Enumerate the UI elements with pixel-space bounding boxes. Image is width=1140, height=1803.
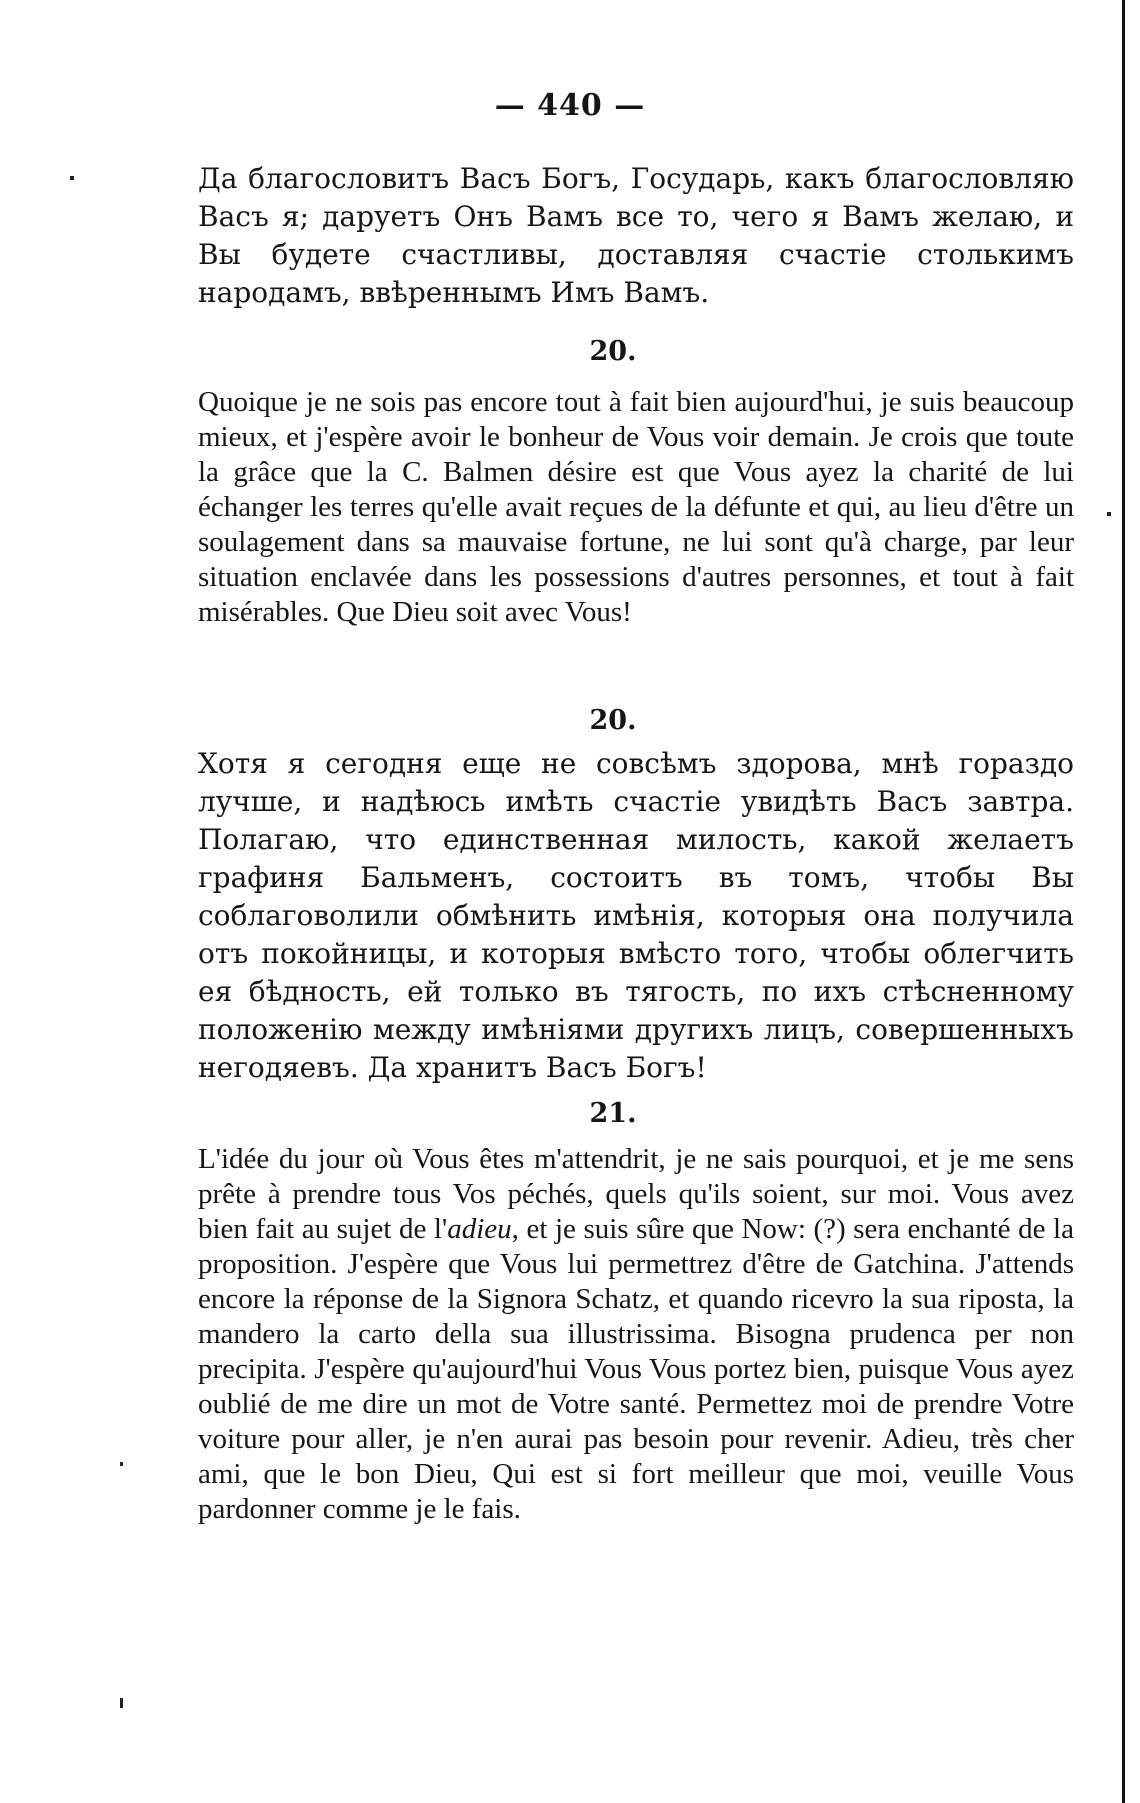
speck-mark xyxy=(70,176,74,180)
page-number: — 440 — xyxy=(494,88,646,123)
paragraph-text xyxy=(198,1142,1074,1527)
paragraph-text: Quoique je ne sois pas encore tout à fait bien aujourd'hui, je suis beaucoup mieux, et j'espère avoir le bonheur de Vous voir demain. Je crois que toute la grâce que la C. Balmen désire est que Vous ayez la charité de lui échanger les terres qu'elle avait reçues de la défunte et qui, au lieu d'être un soulagement dans sa mauvaise fortune, ne lui sont qu'à charge, par leur situation enclavée dans les possessions d'autres personnes, et tout à fait misérables. Que Dieu soit avec Vous! xyxy=(198,386,1074,628)
speck-mark xyxy=(120,1462,123,1466)
section-20-ru xyxy=(198,745,1074,1087)
speck-mark xyxy=(120,1698,123,1708)
section-intro xyxy=(198,160,1074,312)
paragraph-text: Да благословитъ Васъ Богъ, Государь, какъ благословляю Васъ я; даруетъ Онъ Вамъ все то, чего я Вамъ желаю, и Вы будете счастливы, доставляя счастіе столькимъ народамъ, ввѣреннымъ Имъ Вамъ. xyxy=(198,162,1074,309)
italic-word: adieu xyxy=(447,1213,512,1245)
section-21 xyxy=(198,1142,1074,1527)
text-segment: L'idée du jour où Vous êtes m'attendrit, je ne sais pourquoi, et je me sens prête à prendre tous Vos péchés, quels qu'ils soient, sur moi. Vous avez bien fait au sujet de l' xyxy=(198,1143,1074,1245)
paragraph-text: Хотя я сегодня еще не совсѣмъ здорова, мнѣ гораздо лучше, и надѣюсь имѣть счастіе увидѣть Васъ завтра. Полагаю, что единственная милость, какой желаетъ графиня Бальменъ, состоитъ въ томъ, чтобы Вы соблаговолили обмѣнить имѣнія, которыя она получила отъ покойницы, и которыя вмѣсто того, чтобы облегчить ея бѣдность, ей только въ тягость, по ихъ стѣсненному положенію между имѣніями другихъ лицъ, совершенныхъ негодяевъ. Да хранитъ Васъ Богъ! xyxy=(198,747,1074,1084)
text-segment: , et je suis sûre que Now: (?) sera enchanté de la proposition. J'espère que Vous lui permettrez d'être de Gatchina. J'attends encore la réponse de la Signora Schatz, et quando ricevro la sua riposta, la mandero la carto della sua illustrissima. Bisogna prudenca per non precipita. J'espère qu'aujourd'hui Vous Vous portez bien, puisque Vous ayez oublié de me dire un mot de Votre santé. Permettez moi de prendre Votre voiture pour aller, je n'en aurai pas besoin pour revenir. Adieu, très cher ami, que le bon Dieu, Qui est si fort meilleur que moi, veuille Vous pardonner comme je le fais. xyxy=(198,1213,1074,1525)
section-number: 20. xyxy=(589,705,637,736)
section-number: 20. xyxy=(589,336,637,367)
section-number: 21. xyxy=(589,1098,637,1129)
speck-mark xyxy=(1107,512,1111,516)
page-edge-line xyxy=(1122,0,1125,1803)
section-20-fr xyxy=(198,385,1074,630)
